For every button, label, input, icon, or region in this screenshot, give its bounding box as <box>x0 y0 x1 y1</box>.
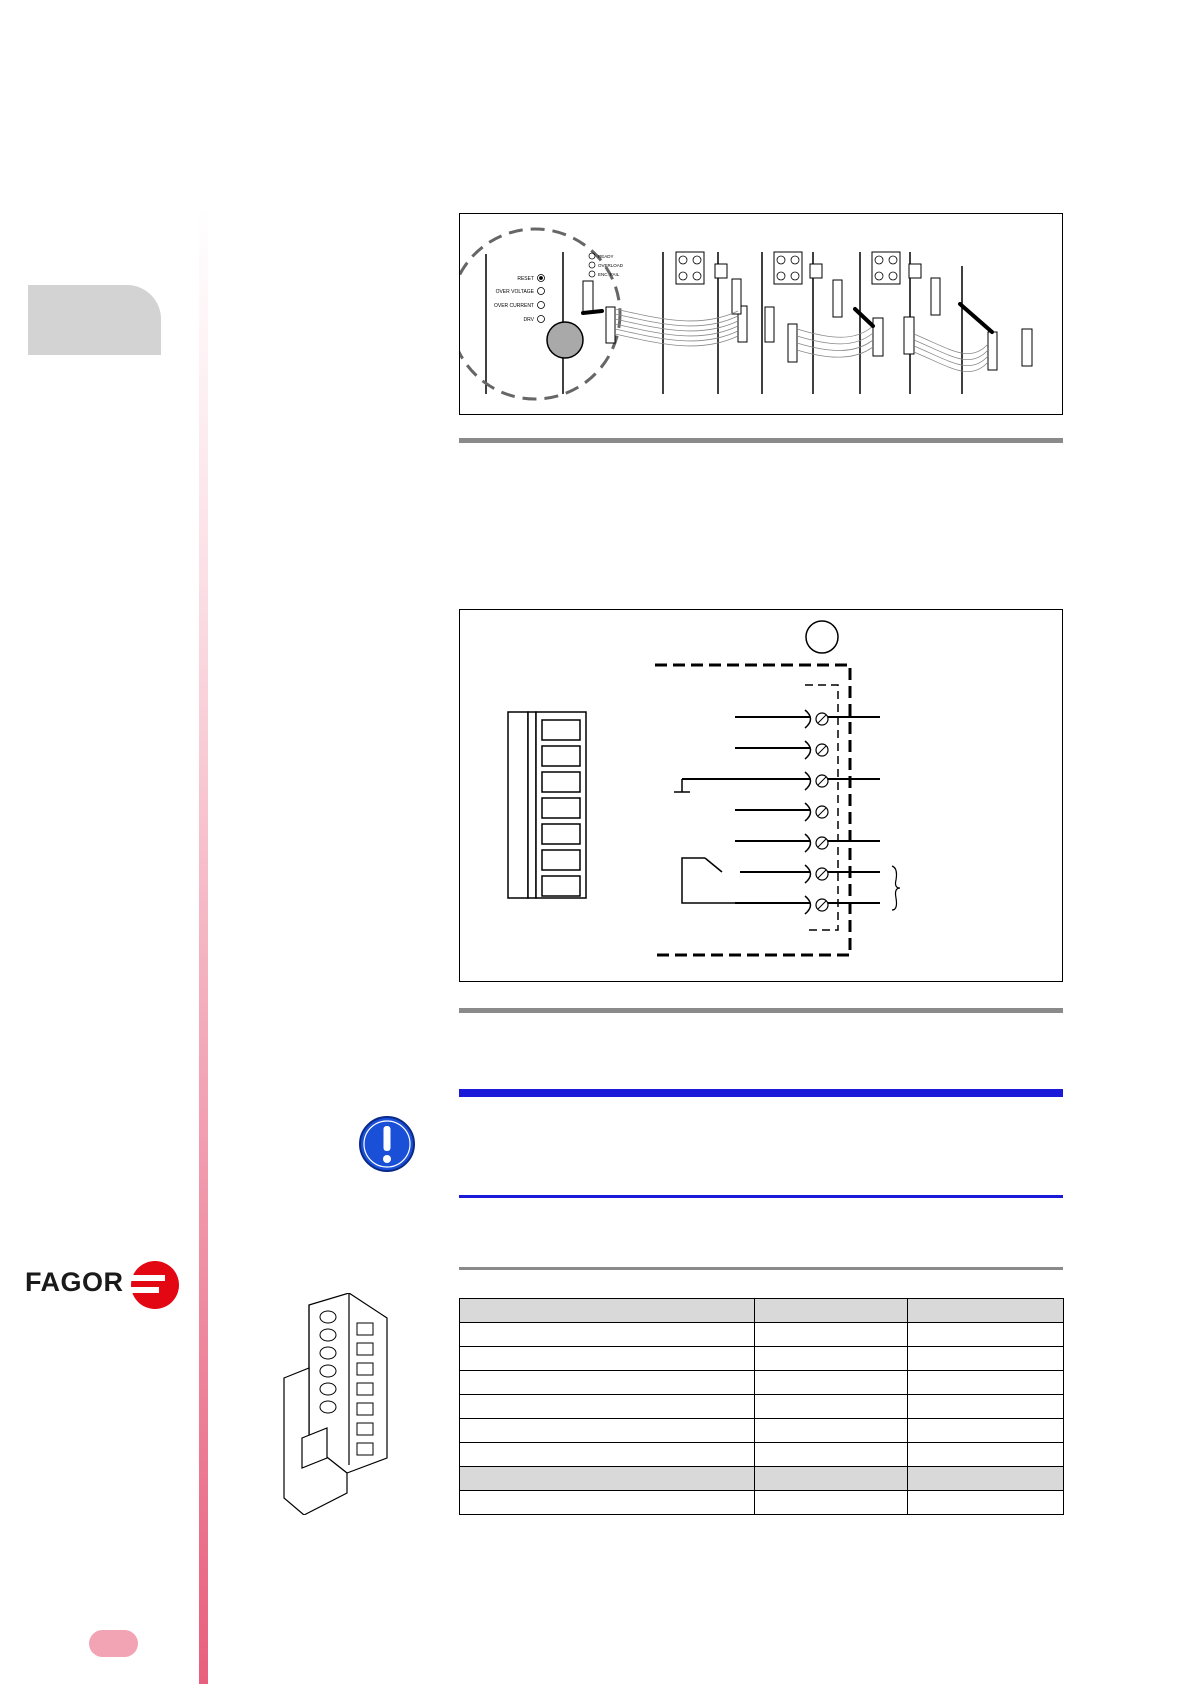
led-label-over-current: OVER CURRENT <box>493 303 534 309</box>
side-color-strip <box>199 205 208 1684</box>
table-row <box>460 1371 1064 1395</box>
fagor-logo <box>25 1258 185 1312</box>
led-label-over-voltage: OVER VOLTAGE <box>495 289 534 295</box>
table-section-rule <box>459 1267 1063 1270</box>
svg-text:OVERLOAD: OVERLOAD <box>598 263 624 268</box>
led-label-reset: RESET <box>517 276 534 282</box>
table-row <box>460 1443 1064 1467</box>
terminal-wiring-figure <box>459 609 1063 982</box>
led-label-drv: DRV <box>523 317 534 323</box>
notice-bottom-rule <box>459 1195 1063 1198</box>
table-row <box>460 1491 1064 1515</box>
table-header-row <box>460 1467 1064 1491</box>
fagor-logo-mark <box>129 1260 181 1310</box>
figure-1-caption-rule <box>459 438 1063 443</box>
table-row <box>460 1419 1064 1443</box>
terminal-plug-front-view <box>508 712 586 898</box>
exclamation-icon <box>358 1115 416 1173</box>
callout-circle <box>806 621 838 653</box>
svg-text:ENC. FAIL: ENC. FAIL <box>598 272 620 277</box>
module-panel-drawing <box>460 214 1062 414</box>
reset-button-graphic <box>547 322 583 358</box>
connector-spec-table <box>459 1298 1064 1515</box>
page-number-badge <box>89 1630 138 1657</box>
module-panel-figure <box>459 213 1063 415</box>
table-row <box>460 1323 1064 1347</box>
table-row <box>460 1395 1064 1419</box>
svg-text:READY: READY <box>598 254 614 259</box>
table-row <box>460 1347 1064 1371</box>
terminal-wiring-drawing <box>460 610 1062 981</box>
table-header-row <box>460 1299 1064 1323</box>
highlight-circle <box>460 229 620 399</box>
fagor-logo-text: FAGOR <box>25 1267 124 1297</box>
chapter-tab <box>28 285 161 355</box>
connector-plug-drawing <box>282 1293 412 1515</box>
notice-top-rule <box>459 1089 1063 1097</box>
figure-2-caption-rule <box>459 1008 1063 1013</box>
